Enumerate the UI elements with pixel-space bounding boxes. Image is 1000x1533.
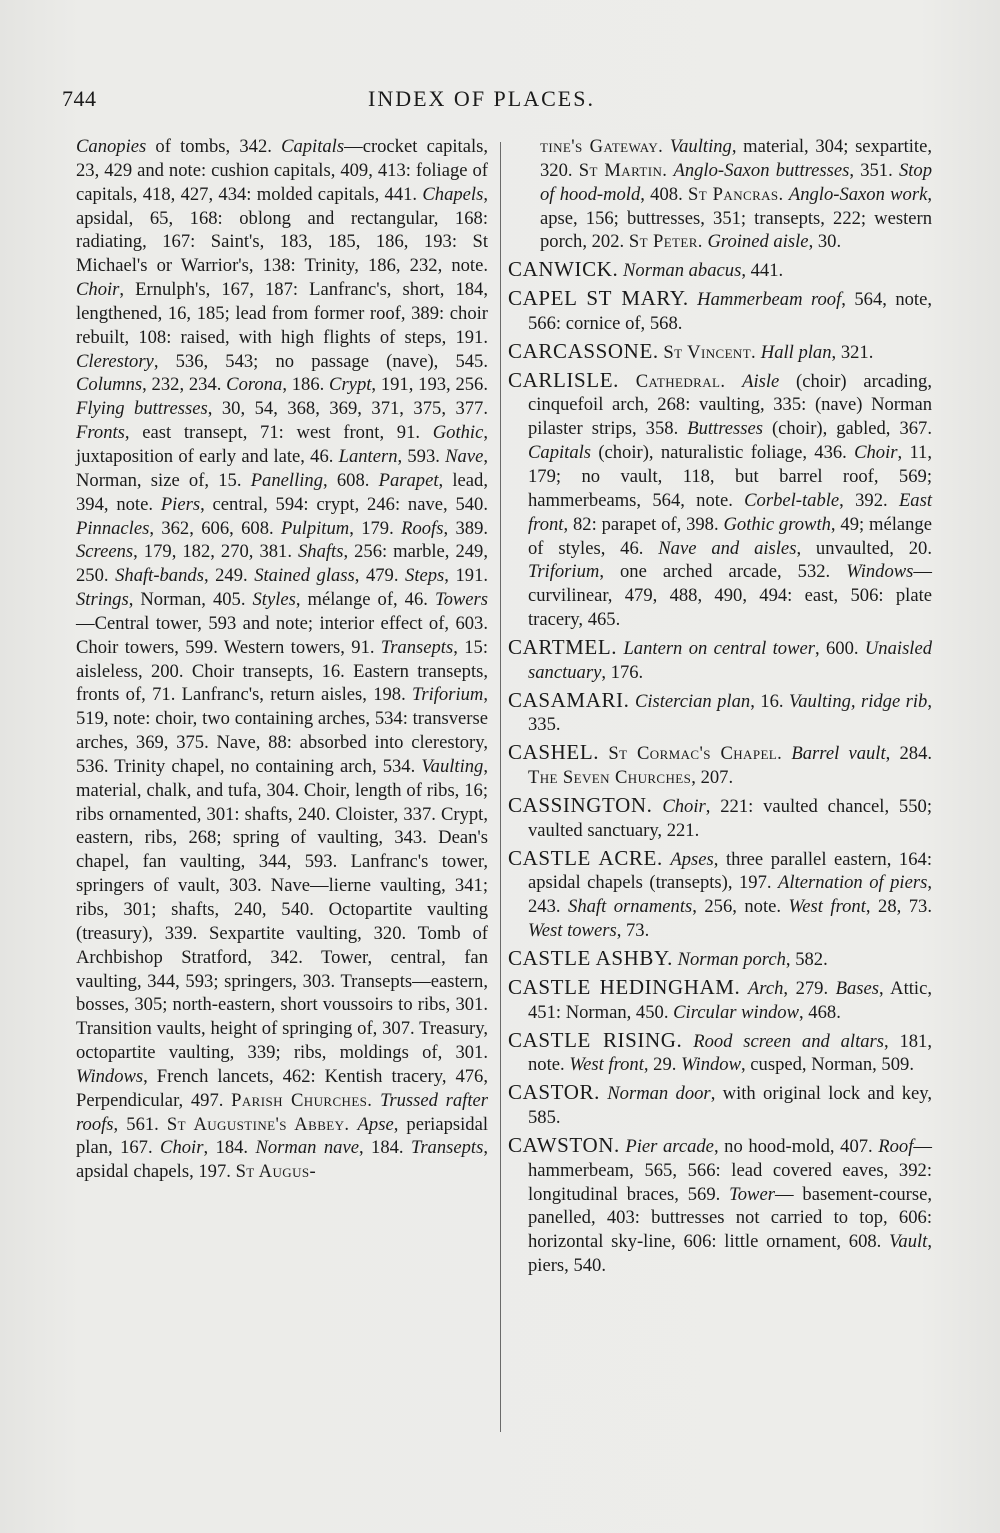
index-subplace: St Peter.	[628, 231, 703, 253]
index-subject: Canopies	[76, 136, 147, 157]
index-subject: Capitals	[281, 136, 345, 157]
index-subplace: The Seven Churches	[528, 767, 692, 789]
index-subject: Corbel-table	[744, 489, 840, 511]
index-text: , 176.	[601, 661, 644, 683]
index-subject: Pulpitum	[281, 517, 350, 539]
index-subplace: St Pancras.	[687, 183, 784, 205]
index-text: , cusped, Norman, 509.	[740, 1054, 914, 1076]
index-entry	[508, 340, 932, 365]
index-subject: Stop of hood-mold	[540, 159, 932, 205]
index-text: , east transept, 71: west front, 91.	[124, 422, 433, 444]
index-text: , central, 594: crypt, 246: nave, 540.	[200, 493, 488, 515]
index-subject: Buttresses	[687, 418, 763, 440]
index-text: , French lancets, 462: Kentish tracery, 476, Perpendicular, 497.	[76, 1065, 488, 1111]
index-text: (choir), gabled, 367.	[762, 418, 932, 440]
index-text: (choir) arcading, cinquefoil arch, 268: vaulting, 335: (nave) Norman pilaster strips, 358.	[528, 370, 933, 440]
index-text: , 321.	[831, 341, 874, 363]
right-column	[508, 135, 932, 1282]
index-subject: Circular window	[673, 1001, 799, 1023]
index-entry	[508, 976, 932, 1025]
index-place-heading: CASTLE RISING.	[508, 1027, 683, 1052]
index-place-heading: CASTLE HEDINGHAM.	[508, 974, 741, 999]
index-place-heading: CANWICK.	[508, 257, 619, 282]
index-text: , 49; mélange of styles, 46.	[528, 513, 932, 559]
index-entry	[508, 947, 932, 972]
index-entry	[508, 847, 932, 943]
index-entry	[508, 1029, 932, 1078]
page-header	[0, 86, 1000, 120]
running-head: INDEX OF PLACES.	[368, 86, 595, 111]
index-subject: Strings	[76, 589, 129, 611]
index-text: , Norman, size of, 15.	[76, 445, 489, 491]
index-subject: Bases	[835, 977, 880, 999]
index-text: , material, 304; sexpartite, 320.	[540, 136, 933, 181]
index-subject: Gothic	[432, 422, 484, 444]
index-text: , 11, 179; no vault, 118, but barrel roof, 569; hammerbeams, 564, note.	[528, 442, 932, 511]
index-text: — hammerbeam, 565, 566: lead covered eaves, 392: longitudinal braces, 569.	[528, 1135, 932, 1205]
index-place-heading: CARTMEL.	[508, 634, 618, 659]
index-text: , lead, 394, note.	[76, 469, 488, 515]
index-text: (choir), naturalistic foliage, 436.	[591, 442, 855, 464]
index-text	[725, 371, 742, 392]
index-entry	[508, 1081, 932, 1130]
index-text: , apse, 156; buttresses, 351; transepts, 222; western porch, 202.	[540, 183, 932, 253]
index-subject: Transepts	[411, 1137, 484, 1159]
index-entry-continued	[508, 135, 932, 254]
index-text: , apsidal chapels, 197.	[76, 1137, 488, 1183]
left-column	[76, 135, 488, 1184]
index-subplace: St Augustine's Abbey.	[166, 1113, 350, 1135]
index-subject: Pinnacles	[76, 517, 150, 539]
index-text	[599, 743, 608, 764]
index-text: , 468.	[799, 1001, 841, 1023]
index-text: , 593.	[397, 445, 446, 467]
index-text: of tombs, 342.	[146, 136, 282, 157]
index-text: —crocket capitals, 23, 429 and note: cushion capitals, 409, 413: foliage of capitals, 418, 427, 434: molded capitals, 441.	[76, 136, 489, 205]
index-text: , 392.	[839, 489, 899, 511]
index-text: , 191.	[444, 565, 489, 587]
index-subject: Steps	[405, 565, 445, 587]
index-subject: Lantern on central tower	[623, 637, 815, 659]
index-entry	[508, 794, 932, 843]
index-subject: Vault	[889, 1231, 928, 1253]
index-subject: Towers	[434, 589, 488, 611]
index-text: , material, chalk, and tufa, 304. Choir, length of ribs, 16; ribs ornamented, 301: shafts, 240. Cloister, 337. Crypt, eastern, ribs, 268; spring of vaulting, 343. Dean's chapel, fan vaulting, 344, 593. Lanfranc's tower, springers of vault, 303. Nave—lierne vaulting, 341; ribs, 301; shafts, 240, 540. Octopartite vaulting (treasury), 339. Sexpartite vaulting, 320. Tomb of Archbishop Stratford, 342. Tower, central, fan vaulting, 344, 593; springers, 303. Transepts—eastern, bosses, 305; north-eastern, short voussoirs to ribs, 301. Transition vaults, height of springing of, 307. Treasury, octopartite vaulting, 339; ribs, moldings of, 301.	[76, 755, 488, 1064]
index-text: , 561.	[113, 1113, 167, 1135]
index-subplace: St Cormac's Chapel.	[608, 743, 783, 765]
index-text: —curvilinear, 479, 488, 490, 494: east, 506: plate tracery, 465.	[528, 561, 932, 631]
index-subject: Arch	[747, 977, 784, 999]
index-text: , 221: vaulted chancel, 550; vaulted sanctuary, 221.	[528, 795, 932, 841]
index-subject: Panelling	[250, 469, 323, 491]
index-subject: Anglo-Saxon buttresses	[673, 159, 850, 181]
index-subject: Stained glass	[254, 565, 355, 587]
index-text: , 284.	[885, 743, 933, 765]
index-text: , 179, 182, 270, 381.	[133, 541, 298, 563]
page-number: 744	[62, 86, 97, 111]
index-subject: Choir	[76, 279, 120, 301]
index-text: , 207.	[691, 767, 734, 789]
index-place-heading: CASAMARI.	[508, 687, 630, 712]
index-text: , 351.	[849, 159, 899, 181]
index-subject: Columns	[76, 374, 143, 396]
index-subject: Aisle	[742, 370, 780, 392]
index-subject: Roof	[878, 1135, 914, 1157]
index-text: , 28, 73.	[865, 896, 932, 918]
index-subject: Trussed rafter roofs	[76, 1089, 489, 1135]
index-subject: Transepts	[380, 636, 454, 658]
index-text: , 184.	[203, 1137, 256, 1159]
index-text: , 279.	[783, 977, 836, 999]
index-text	[663, 136, 670, 157]
index-subject: Triforium	[412, 684, 484, 706]
index-subject: Parapet	[378, 469, 439, 491]
index-text: , Ernulph's, 167, 187: Lanfranc's, short, 184, lengthened, 16, 185; lead from former roof, 389: choir rebuilt, 108: raised, with high flights of steps, 191.	[76, 279, 488, 348]
index-subject: West front	[788, 896, 866, 918]
index-subject: Groined aisle	[707, 231, 809, 253]
index-subject: Anglo-Saxon work	[788, 183, 928, 205]
index-text	[740, 978, 748, 999]
index-subject: Styles	[252, 589, 296, 611]
index-text: —Central tower, 593 and note; interior effect of, 603. Choir towers, 599. Western towers, 91.	[76, 612, 488, 658]
index-subject: Norman porch	[677, 949, 786, 970]
index-subject: Lantern	[338, 445, 398, 467]
index-text: , unvaulted, 20.	[796, 537, 932, 559]
index-subject: Gothic growth	[723, 513, 831, 535]
index-text: , 582.	[785, 949, 828, 970]
index-entry	[508, 1134, 932, 1278]
index-entry	[508, 689, 932, 738]
index-subject: Shafts	[297, 541, 344, 563]
index-subject: Rood screen and altars	[693, 1030, 884, 1052]
index-subject: Barrel vault	[791, 743, 886, 765]
index-text: , 564, note, 566: cornice of, 568.	[528, 289, 932, 334]
index-subject: Screens	[76, 541, 134, 563]
index-subject: Alternation of piers	[778, 872, 928, 894]
index-place-heading: CASTLE ASHBY.	[508, 946, 673, 970]
index-subject: Vaulting	[421, 755, 484, 777]
index-text: , no hood-mold, 407.	[713, 1135, 879, 1157]
index-subject: Norman nave	[255, 1137, 359, 1159]
index-text: , 82: parapet of, 398.	[563, 513, 724, 535]
index-text: , periapsidal plan, 167.	[76, 1113, 489, 1159]
index-text: , 408.	[640, 183, 688, 205]
index-subject: Nave	[445, 445, 484, 467]
index-entry	[508, 258, 932, 283]
index-subplace: tine's Gateway.	[540, 136, 664, 157]
index-subject: Shaft ornaments	[568, 896, 693, 918]
index-subject: Crypt	[329, 374, 372, 396]
index-subject: West towers	[528, 920, 617, 942]
index-text: , 30.	[808, 231, 842, 253]
index-subject: East front	[528, 489, 932, 535]
index-text: , 479.	[354, 565, 406, 587]
index-subject: Vaulting, ridge rib	[788, 690, 928, 712]
index-text: , Norman, 405.	[128, 589, 253, 611]
index-text: , apsidal, 65, 168: oblong and rectangular, 168: radiating, 167: Saint's, 183, 185, 186, 193: St Michael's or Warrior's, 138: Trinity, 186, 232, note.	[76, 183, 488, 277]
index-subject: Vaulting	[669, 136, 732, 157]
index-subject: Piers	[160, 493, 201, 515]
index-subject: Chapels	[422, 183, 484, 205]
index-subject: Apse	[357, 1113, 394, 1135]
index-subject: Cistercian plan	[634, 690, 751, 712]
index-text: , mélange of, 46.	[295, 589, 435, 611]
index-text	[619, 371, 636, 392]
index-place-heading: CASTLE ACRE.	[508, 845, 663, 870]
index-text: , 16.	[750, 690, 789, 712]
index-text: , 600.	[815, 637, 865, 659]
index-text: , 191, 193, 256.	[371, 374, 488, 396]
index-place-heading: CASHEL.	[508, 740, 600, 765]
index-subplace: St Vincent.	[663, 341, 757, 363]
index-place-heading: CASTOR.	[508, 1080, 600, 1105]
index-subject: Tower	[729, 1183, 775, 1205]
index-entry	[508, 369, 932, 632]
index-subplace: St Martin.	[578, 159, 668, 181]
column-divider	[500, 142, 501, 1432]
index-subject: Windows	[76, 1065, 144, 1087]
index-text: , 30, 54, 368, 369, 371, 375, 377.	[207, 398, 488, 420]
index-subject: Hall plan	[760, 341, 832, 363]
index-text	[372, 1090, 380, 1111]
index-entry	[508, 741, 932, 790]
index-subject: Unaisled sanctuary	[528, 637, 933, 683]
index-subject: West front	[569, 1054, 644, 1076]
index-subject: Nave and aisles	[658, 537, 797, 559]
index-text	[349, 1114, 357, 1135]
index-text: , 389.	[443, 517, 489, 539]
index-text	[682, 1031, 693, 1052]
index-subject: Norman abacus	[623, 260, 742, 282]
index-text: , with original lock and key, 585.	[528, 1083, 932, 1129]
index-subject: Pier arcade	[625, 1135, 714, 1157]
index-place-heading: CAWSTON.	[508, 1132, 620, 1157]
index-text: — basement-course, panelled, 403: buttresses not carried to top, 606: horizontal sky-line, 606: little ornament, 608.	[528, 1183, 932, 1253]
index-subject: Clerestory	[76, 350, 154, 372]
index-text: , 536, 543; no passage (nave), 545.	[153, 350, 488, 372]
index-place-heading: CARCASSONE.	[508, 338, 659, 363]
index-text: , 29.	[643, 1054, 682, 1076]
index-text: , 519, note: choir, two containing arches, 534: transverse arches, 369, 375. Nave, 88: absorbed into clerestory, 536. Trinity chapel, no containing arch, 534.	[76, 684, 488, 777]
index-subject: Window	[681, 1054, 741, 1076]
index-subject: Shaft-bands	[115, 565, 204, 587]
index-entry	[508, 287, 932, 336]
index-text: , 186.	[282, 374, 330, 396]
index-text: , juxtaposition of early and late, 46.	[76, 422, 488, 467]
index-text: , 181, note.	[528, 1030, 932, 1076]
index-subject: Choir	[160, 1137, 204, 1159]
index-subject: Triforium	[528, 561, 600, 583]
index-subject: Norman door	[607, 1083, 711, 1105]
index-text: , 608.	[323, 469, 379, 491]
index-text: , piers, 540.	[528, 1231, 932, 1277]
index-subject: Hammerbeam roof	[697, 289, 842, 311]
index-text: , Attic, 451: Norman, 450.	[528, 977, 933, 1023]
index-text: , 441.	[741, 260, 784, 282]
index-place-heading: CARLISLE.	[508, 367, 619, 392]
index-subplace: St Augus-	[235, 1161, 317, 1183]
index-text: , 15: aisleless, 200. Choir transepts, 16. Eastern transepts, fronts of, 71. Lanfranc's, return aisles, 198.	[76, 636, 488, 706]
index-text: , 184.	[358, 1137, 411, 1159]
index-subplace: Parish Churches.	[231, 1089, 373, 1111]
index-subject: Corona	[226, 374, 283, 396]
index-text: , 249.	[203, 565, 255, 587]
index-place-heading: CASSINGTON.	[508, 792, 653, 817]
index-subject: Flying buttresses	[76, 398, 208, 420]
index-subject: Choir	[662, 795, 706, 817]
index-subject: Roofs	[401, 517, 444, 539]
index-subject: Windows	[846, 561, 914, 583]
index-text	[652, 796, 662, 817]
index-text: , three parallel eastern, 164: apsidal chapels (transepts), 197.	[528, 848, 932, 894]
index-text: , one arched arcade, 532.	[599, 561, 847, 583]
index-subplace: Cathedral.	[635, 370, 726, 392]
index-entry	[508, 636, 932, 685]
index-text: , 256, note.	[692, 896, 789, 918]
index-text	[689, 289, 697, 310]
index-subject: Fronts	[76, 422, 125, 444]
index-text: , 243.	[528, 872, 932, 918]
index-subject: Apses	[670, 848, 714, 870]
index-text: , 232, 234.	[142, 374, 227, 396]
index-text: , 179.	[349, 517, 402, 539]
index-subject: Capitals	[528, 442, 592, 464]
index-subject: Choir	[854, 442, 898, 464]
index-text: , 362, 606, 608.	[149, 517, 282, 539]
index-entry-continued	[76, 135, 488, 1184]
index-place-heading: CAPEL ST MARY.	[508, 286, 689, 311]
index-text: , 335.	[528, 690, 933, 736]
index-text: , 73.	[616, 920, 650, 942]
index-text: , 256: marble, 249, 250.	[76, 541, 488, 587]
